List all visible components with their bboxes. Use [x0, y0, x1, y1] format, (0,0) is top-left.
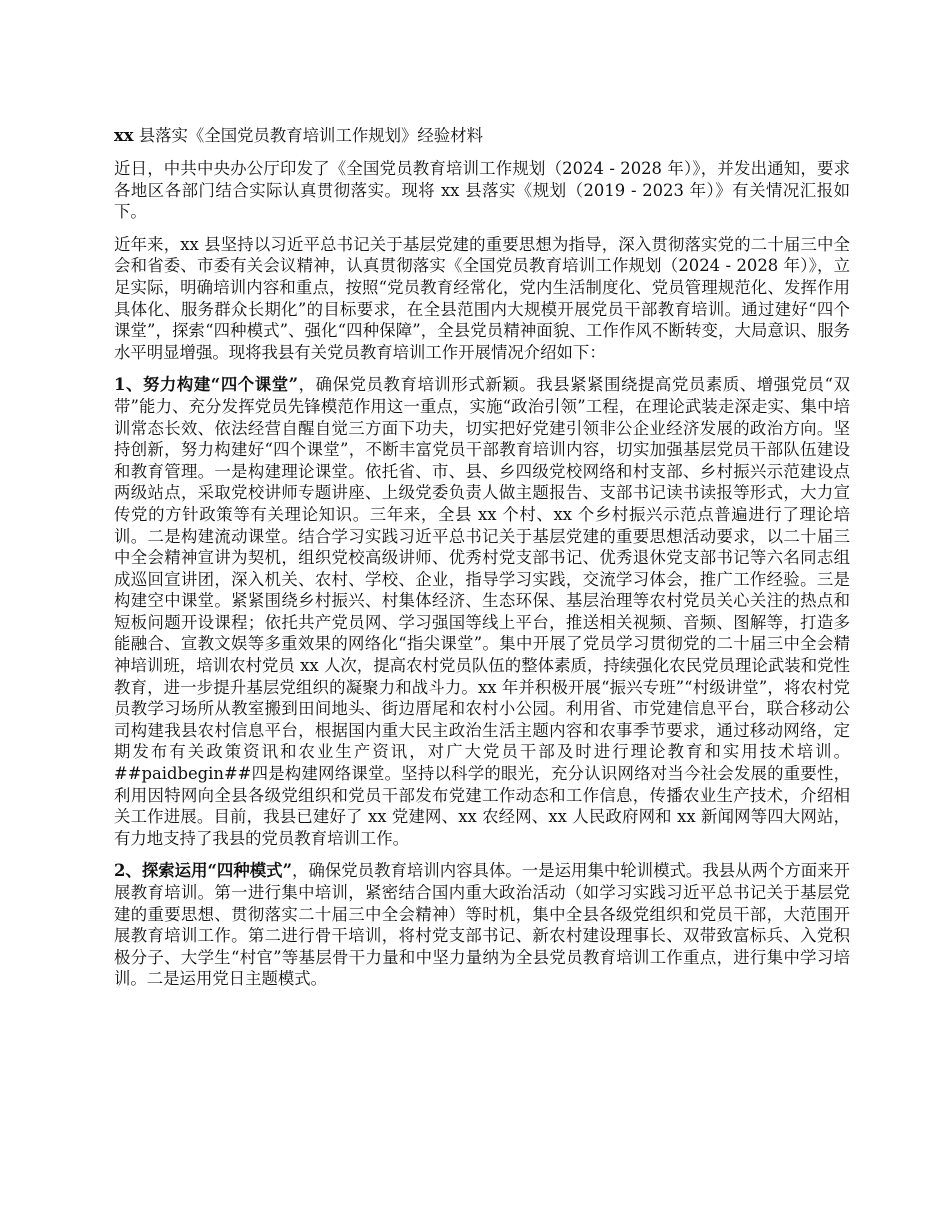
- background-paragraph: [114, 234, 850, 364]
- section-four-modes: [114, 860, 850, 990]
- paragraph-body: 近年来，xx 县坚持以习近平总书记关于基层党建的重要思想为指导，深入贯彻落实党的二十届三中全会和省委、市委有关会议精神，认真贯彻落实《全国党员教育培训工作规划（2024 - 2028 年）》，立足实际，明确培训内容和重点，按照“党员教育经常化，党内生活制度化、党员管理规范化、发挥作用具体化、服务群众长期化”的目标要求，在全县范围内大规模开展党员干部教育培训。通过建好“四个课堂”，探索“四种模式”、强化“四种保障”，全县党员精神面貌、工作作风不断转变，大局意识、服务水平明显增强。现将我县有关党员教育培训工作开展情况介绍如下：: [114, 234, 850, 362]
- section-heading: 1、努力构建“四个课堂”: [114, 375, 299, 395]
- title-text: 县落实《全国党员教育培训工作规划》经验材料: [133, 126, 483, 145]
- paragraph-body: ，确保党员教育培训形式新颖。我县紧紧围绕提高党员素质、增强党员“双带”能力、充分发挥党员先锋模范作用这一重点，实施“政治引领”工程，在理论武装走深走实、集中培训常态长效、依法经营自醒自觉三方面下功夫，切实把好党建引领非公企业经济发展的政治方向。坚持创新，努力构建好“四个课堂”，不断丰富党员干部教育培训内容，切实加强基层党员干部队伍建设和教育管理。一是构建理论课堂。依托省、市、县、乡四级党校网络和村支部、乡村振兴示范建设点两级站点，采取党校讲师专题讲座、上级党委负责人做主题报告、支部书记读书读报等形式，大力宣传党的方针政策等有关理论知识。三年来，全县 xx 个村、xx 个乡村振兴示范点普遍进行了理论培训。二是构建流动课堂。结合学习实践习近平总书记关于基层党建的重要思想活动要求，以二十届三中全会精神宣讲为契机，组织党校高级讲师、优秀村党支部书记、优秀退休党支部书记等六名同志组成巡回宣讲团，深入机关、农村、学校、企业，指导学习实践，交流学习体会，推广工作经验。三是构建空中课堂。紧紧围绕乡村振兴、村集体经济、生态环保、基层治理等农村党员关心关注的热点和短板问题开设课程；依托共产党员网、学习强国等线上平台，推送相关视频、音频、图解等，打造多能融合、宣教文娱等多重效果的网络化“指尖课堂”。集中开展了党员学习贯彻党的二十届三中全会精神培训班，培训农村党员 xx 人次，提高农村党员队伍的整体素质，持续强化农民党员理论武装和党性教育，进一步提升基层党组织的凝聚力和战斗力。xx 年并积极开展“振兴专班”“村级讲堂”，将农村党员教学习场所从教室搬到田间地头、街边厝尾和农村小公园。利用省、市党建信息平台，联合移动公司构建我县农村信息平台，根据国内重大民主政治生活主题内容和农事季节要求，通过移动网络，定期发布有关政策资讯和农业生产资讯，对广大党员干部及时进行理论教育和实用技术培训。##paidbegin##四是构建网络课堂。坚持以科学的眼光，充分认识网络对当今社会发展的重要性，利用因特网向全县各级党组织和党员干部发布党建工作动态和工作信息，传播农业生产技术，介绍相关工作进展。目前，我县已建好了 xx 党建网、xx 农经网、xx 人民政府网和 xx 新闻网等四大网站，有力地支持了我县的党员教育培训工作。: [114, 375, 850, 848]
- section-four-classrooms: [114, 374, 850, 849]
- section-heading: 2、探索运用“四种模式”: [114, 861, 293, 881]
- paragraph-body: ，确保党员教育培训内容具体。一是运用集中轮训模式。我县从两个方面来开展教育培训。第一进行集中培训，紧密结合国内重大政治活动（如学习实践习近平总书记关于基层党建的重要思想、贯彻落实二十届三中全会精神）等时机，集中全县各级党组织和党员干部，大范围开展教育培训工作。第二进行骨干培训，将村党支部书记、新农村建设理事长、双带致富标兵、入党积极分子、大学生“村官”等基层骨干力量和中坚力量纳为全县党员教育培训工作重点，进行集中学习培训。二是运用党日主题模式。: [114, 861, 851, 989]
- document-page: [114, 124, 850, 1001]
- document-title: [114, 124, 850, 148]
- paragraph-body: 近日，中共中央办公厅印发了《全国党员教育培训工作规划（2024 - 2028 年）》，并发出通知，要求各地区各部门结合实际认真贯彻落实。现将 xx 县落实《规划（2019 - 2023 年）》有关情况汇报如下。: [114, 159, 850, 222]
- title-prefix: xx: [114, 126, 134, 145]
- intro-paragraph: [114, 158, 850, 223]
